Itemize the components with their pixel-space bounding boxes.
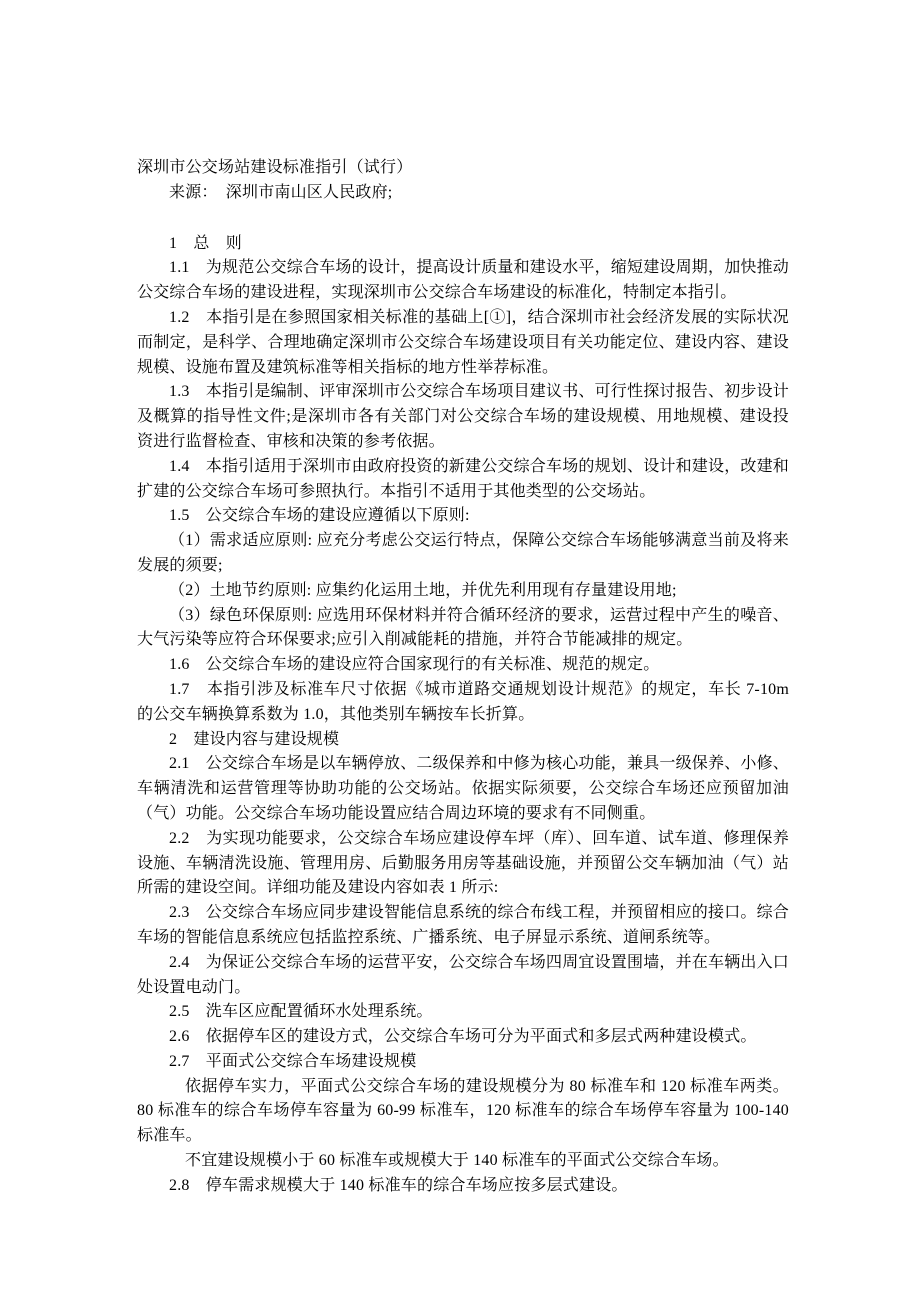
clause-1-4: 1.4 本指引适用于深圳市由政府投资的新建公交综合车场的规划、设计和建设，改建和扩建的公交综合车场可参照执行。本指引不适用于其他类型的公交场站。 (137, 457, 790, 500)
principle-item-1: （1）需求适应原则: 应充分考虑公交运行特点，保障公交综合车场能够满意当前及将来发展的须要; (137, 532, 789, 574)
clause-2-3: 2.3 公交综合车场应同步建设智能信息系统的综合布线工程，并预留相应的接口。综合车场的智能信息系统应包括监控系统、广播系统、电子屏显示系统、道闸系统等。 (137, 904, 790, 946)
clause-1-7: 1.7 本指引涉及标准车尺寸依据《城市道路交通规划设计规范》的规定，车长 7-10m 的公交车辆换算系数为 1.0，其他类别车辆按车长折算。 (137, 680, 789, 723)
heading-section-2: 2 建设内容与建设规模 (169, 730, 340, 748)
principle-item-2: （2）土地节约原则: 应集约化运用土地，并优先利用现有存量建设用地; (169, 581, 677, 599)
source-line: 来源： 深圳市南山区人民政府; (169, 183, 393, 201)
principle-item-3: （3）绿色环保原则: 应选用环保材料并符合循环经济的要求，运营过程中产生的噪音、大气污染等应符合环保要求;应引入削减能耗的措施，并符合节能减排的规定。 (137, 606, 789, 649)
clause-2-7: 2.7 平面式公交综合车场建设规模 (169, 1052, 417, 1070)
document-body (137, 156, 789, 1199)
clause-2-1: 2.1 公交综合车场是以车辆停放、二级保养和中修为核心功能，兼具一级保养、小修、车辆清洗和运营管理等协助功能的公交场站。依据实际须要，公交综合车场还应预留加油（气）功能。公交综合车场功能设置应结合周边环境的要求有不同侧重。 (137, 755, 790, 822)
document-title: 深圳市公交场站建设标准指引（试行） (137, 159, 413, 176)
heading-section-1: 1 总 则 (169, 234, 243, 252)
clause-2-6: 2.6 依据停车区的建设方式，公交综合车场可分为平面式和多层式两种建设模式。 (169, 1028, 757, 1046)
clause-2-2: 2.2 为实现功能要求，公交综合车场应建设停车坪（库）、回车道、试车道、修理保养设施、车辆清洗设施、管理用房、后勤服务用房等基础设施，并预留公交车辆加油（气）站所需的建设空间。详细功能及建设内容如表 1 所示: (137, 829, 789, 897)
clause-2-5: 2.5 洗车区应配置循环水处理系统。 (169, 1003, 433, 1021)
clause-2-8: 2.8 停车需求规模大于 140 标准车的综合车场应按多层式建设。 (169, 1176, 628, 1194)
clause-2-4: 2.4 为保证公交综合车场的运营平安，公交综合车场四周宜设置围墙，并在车辆出入口处设置电动门。 (137, 953, 790, 996)
clause-1-2: 1.2 本指引是在参照国家相关标准的基础上[①]，结合深圳市社会经济发展的实际状况而制定，是科学、合理地确定深圳市公交综合车场建设项目有关功能定位、建设内容、建设规模、设施布置及建筑标准等相关指标的地方性举荐标准。 (137, 308, 789, 376)
clause-2-7-body: 依据停车实力，平面式公交综合车场的建设规模分为 80 标准车和 120 标准车两类。80 标准车的综合车场停车容量为 60-99 标准车，120 标准车的综合车场停车容量为 100-140 标准车。 (137, 1077, 789, 1145)
clause-1-5: 1.5 公交综合车场的建设应遵循以下原则: (169, 507, 470, 525)
clause-1-3: 1.3 本指引是编制、评审深圳市公交综合车场项目建议书、可行性探讨报告、初步设计及概算的指导性文件;是深圳市各有关部门对公交综合车场的建设规模、用地规模、建设投资进行监督检查、审核和决策的参考依据。 (137, 383, 790, 450)
clause-1-1: 1.1 为规范公交综合车场的设计，提高设计质量和建设水平，缩短建设周期，加快推动公交综合车场的建设进程，实现深圳市公交综合车场建设的标准化，特制定本指引。 (137, 259, 790, 302)
clause-1-6: 1.6 公交综合车场的建设应符合国家现行的有关标准、规范的规定。 (169, 656, 660, 674)
clause-2-7-note: 不宜建设规模小于 60 标准车或规模大于 140 标准车的平面式公交综合车场。 (185, 1152, 729, 1170)
